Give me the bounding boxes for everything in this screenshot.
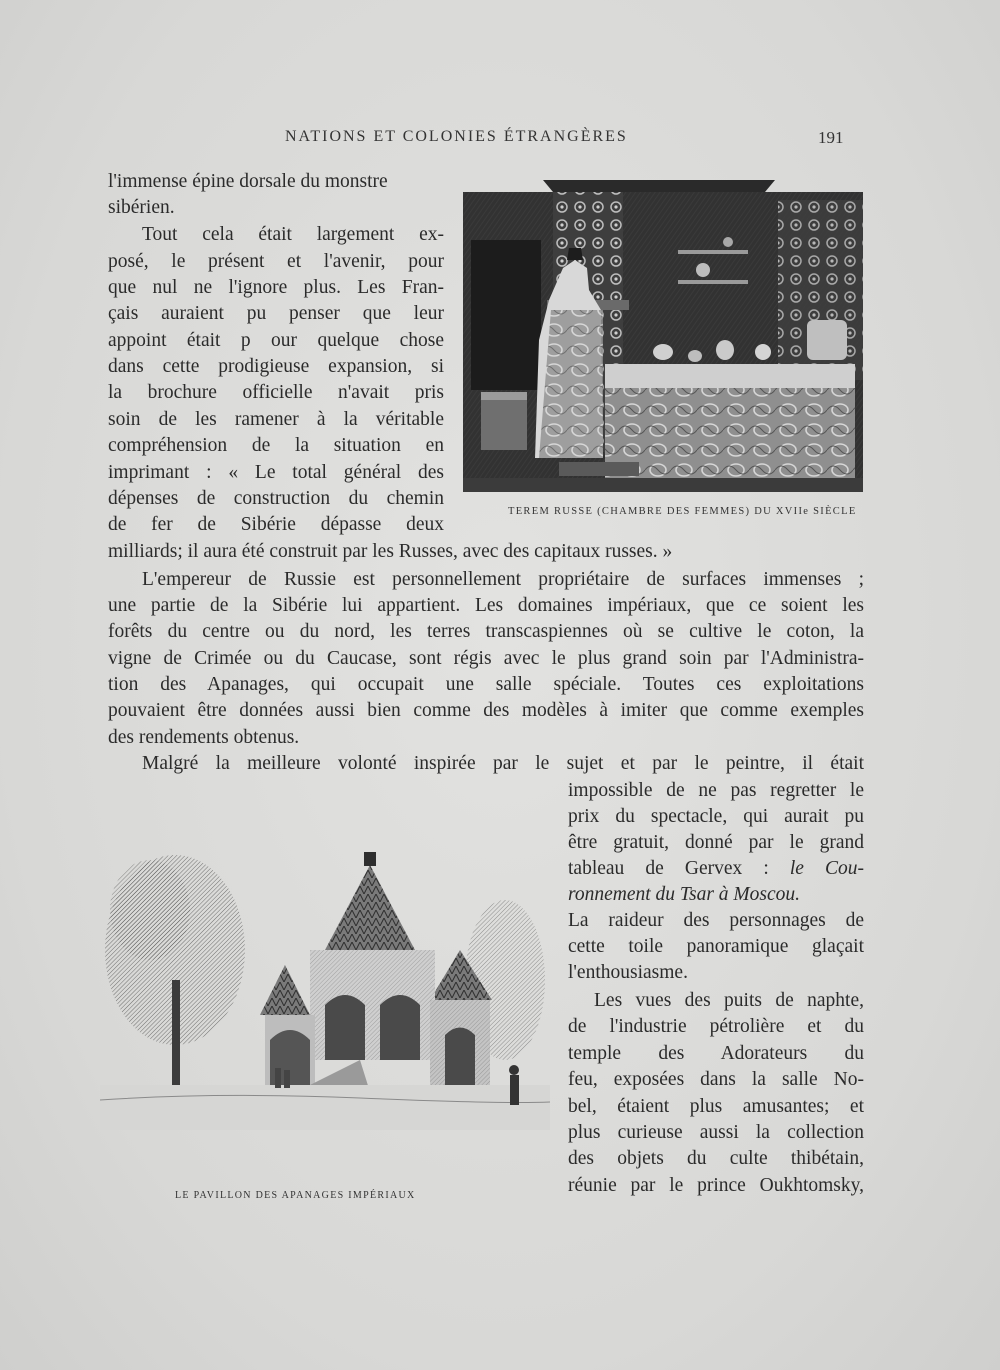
- body-line: compréhension de la situation en: [108, 435, 444, 456]
- engraving-interior-terem-icon: [463, 180, 863, 492]
- body-line: des rendements obtenus.: [108, 727, 300, 748]
- body-line: des objets du culte thibétain,: [568, 1148, 864, 1169]
- terem-engraving: [463, 180, 863, 492]
- body-line: Tout cela était largement ex-: [142, 224, 444, 245]
- body-line: La raideur des personnages de: [568, 910, 864, 931]
- body-line: de l'industrie pétrolière et du: [568, 1016, 864, 1037]
- body-line: sibérien.: [108, 197, 175, 218]
- body-line: dans cette prodigieuse expansion, si: [108, 356, 444, 377]
- body-line: pouvaient être données aussi bien comme des modèles à imiter que comme exemples: [108, 700, 864, 721]
- pavilion-engraving: [100, 830, 550, 1130]
- body-line: feu, exposées dans la salle No-: [568, 1069, 864, 1090]
- body-line: Malgré la meilleure volonté inspirée par le sujet et par le peintre, il était: [142, 753, 864, 774]
- body-line: une partie de la Sibérie lui appartient. Les domaines impériaux, que ce soient les: [108, 595, 864, 616]
- body-line: réunie par le prince Oukhtomsky,: [568, 1175, 864, 1196]
- body-line: impossible de ne pas regretter le: [568, 780, 864, 801]
- running-title: NATIONS ET COLONIES ÉTRANGÈRES: [285, 128, 628, 145]
- body-line: vigne de Crimée ou du Caucase, sont régis avec le plus grand soin par l'Administra-: [108, 648, 864, 669]
- body-line-text: tableau de Gervex :: [568, 858, 790, 879]
- body-line: appoint était p our quelque chose: [108, 330, 444, 351]
- body-line: dépenses de construction du chemin: [108, 488, 444, 509]
- body-line: [568, 857, 864, 881]
- body-line: plus curieuse aussi la collection: [568, 1122, 864, 1143]
- body-line: soin de les ramener à la véritable: [108, 409, 444, 430]
- body-line: bel, étaient plus amusantes; et: [568, 1096, 864, 1117]
- body-line: être gratuit, donné par le grand: [568, 832, 864, 853]
- body-line: L'empereur de Russie est personnellement propriétaire de surfaces immenses ;: [142, 569, 864, 590]
- body-line: cette toile panoramique glaçait: [568, 936, 864, 957]
- body-line: de fer de Sibérie dépasse deux: [108, 514, 444, 535]
- body-line: l'immense épine dorsale du monstre: [108, 171, 388, 192]
- body-line: posé, le présent et l'avenir, pour: [108, 251, 444, 272]
- body-line: l'enthousiasme.: [568, 962, 688, 983]
- body-line: tion des Apanages, qui occupait une salle spéciale. Toutes ces exploitations: [108, 674, 864, 695]
- body-line: imprimant : « Le total général des: [108, 462, 444, 483]
- page-number: 191: [818, 128, 844, 147]
- body-line: que nul ne l'ignore plus. Les Fran-: [108, 277, 444, 298]
- body-line: temple des Adorateurs du: [568, 1043, 864, 1064]
- painting-title-text: ronnement du Tsar à Moscou.: [568, 884, 801, 905]
- body-line: la brochure officielle n'avait pris: [108, 382, 444, 403]
- painting-title-start: le Cou-: [789, 858, 864, 879]
- body-line: prix du spectacle, qui aurait pu: [568, 806, 864, 827]
- body-line: forêts du centre ou du nord, les terres transcaspiennes où se cultive le coton, la: [108, 621, 864, 642]
- body-line: milliards; il aura été construit par les Russes, avec des capitaux russes. »: [108, 541, 673, 562]
- pavilion-caption: LE PAVILLON DES APANAGES IMPÉRIAUX: [175, 1190, 416, 1201]
- body-line: çais auraient pu penser que leur: [108, 303, 444, 324]
- engraving-pavilion-icon: [100, 830, 550, 1130]
- body-line: Les vues des puits de naphte,: [594, 990, 864, 1011]
- painting-title-end: [568, 883, 800, 907]
- terem-caption: TEREM RUSSE (CHAMBRE DES FEMMES) DU XVIIe SIÈCLE: [508, 506, 857, 517]
